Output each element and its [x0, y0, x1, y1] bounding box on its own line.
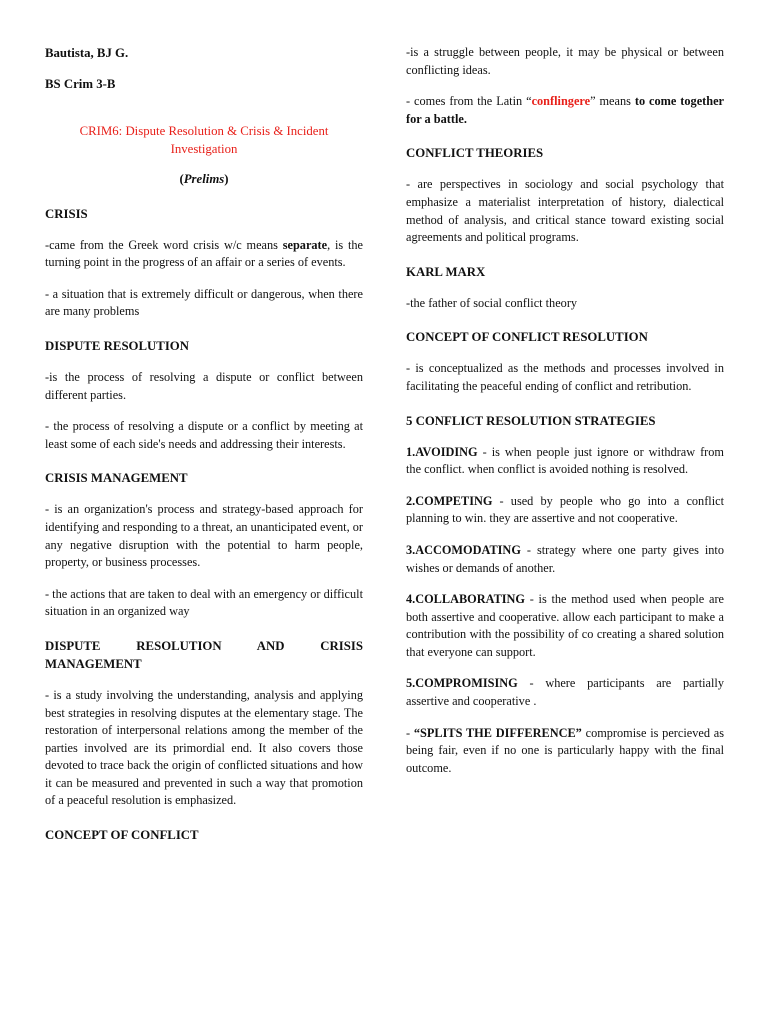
- dispute-resolution-def-1: -is the process of resolving a dispute or conflict between different parties.: [45, 369, 363, 402]
- heading-conflict-theories: CONFLICT THEORIES: [406, 146, 544, 161]
- crisis-def-1: -came from the Greek word crisis w/c means separate, is the turning point in the progress of an affair or a series of events.: [45, 237, 363, 270]
- heading-concept-of-conflict: CONCEPT OF CONFLICT: [45, 828, 199, 843]
- drcm-def-1: - is a study involving the understanding, analysis and applying best strategies in resolving disputes at the elementary stage. The restoration of interpersonal relations among the member of the parties involved are its primordial end. It also covers those devoted to trace back the origin of conflicted situations and how it can be measured and prevented in such a way that promotion of a peaceful resolution is emphasized.: [45, 687, 363, 808]
- strategy-collaborating: 4.COLLABORATING - is the method used when people are both assertive and cooperative. allow each participant to make a contribution with the possibility of co creating a shared solution that everyone can support.: [406, 592, 724, 659]
- concept-resolution-def-1: - is conceptualized as the methods and processes involved in facilitating the peaceful ending of conflict and retribution.: [406, 361, 724, 393]
- dispute-resolution-def-2: - the process of resolving a dispute or a conflict by meeting at least some of each side's needs and addressing their interests.: [45, 419, 363, 451]
- strategy-avoiding: 1.AVOIDING - is when people just ignore or withdraw from the conflict. when conflict is avoided nothing is resolved.: [406, 444, 724, 477]
- heading-drcm-line-1: DISPUTE RESOLUTION AND CRISIS: [45, 638, 363, 653]
- section-label: BS Crim 3-B: [45, 77, 116, 91]
- author-name: Bautista, BJ G.: [45, 46, 129, 60]
- conflict-def-2: - comes from the Latin “conflingere” means to come together for a battle.: [406, 94, 724, 126]
- heading-drcm-line-2: MANAGEMENT: [45, 656, 142, 671]
- right-column: [406, 44, 724, 777]
- crisis-def-2: - a situation that is extremely difficult or dangerous, when there are many problems: [45, 286, 363, 319]
- left-column: [45, 44, 363, 844]
- heading-karl-marx: KARL MARX: [406, 264, 486, 279]
- conflict-def-1: -is a struggle between people, it may be physical or between conflicting ideas.: [406, 45, 724, 77]
- strategy-accomodating: 3.ACCOMODATING - strategy where one party gives into wishes or demands of another.: [406, 542, 724, 575]
- splits-the-difference: - “SPLITS THE DIFFERENCE” compromise is percieved as being fair, even if no one is particularly happy with the final outcome.: [406, 725, 724, 775]
- heading-strategies: 5 CONFLICT RESOLUTION STRATEGIES: [406, 413, 656, 428]
- heading-dispute-resolution: DISPUTE RESOLUTION: [45, 338, 190, 353]
- heading-concept-of-conflict-resolution: CONCEPT OF CONFLICT RESOLUTION: [406, 330, 648, 345]
- crisis-management-def-2: - the actions that are taken to deal with an emergency or difficult situation in an organized way: [45, 586, 363, 619]
- course-title: CRIM6: Dispute Resolution & Crisis & Incident Investigation: [79, 124, 329, 156]
- conflict-theories-def-1: - are perspectives in sociology and social psychology that emphasize a materialist interpretation of history, dialectical method of analysis, and critical stance toward existing social agreements and political programs.: [406, 177, 724, 245]
- term-label: (Prelims): [179, 172, 229, 186]
- heading-crisis-management: CRISIS MANAGEMENT: [45, 471, 188, 486]
- heading-crisis: CRISIS: [45, 206, 88, 221]
- karl-marx-def-1: -the father of social conflict theory: [406, 295, 578, 310]
- crisis-management-def-1: - is an organization's process and strategy-based approach for identifying and responding to a threat, an unanticipated event, or any negative disruption with the potential to harm people, property, or business processes.: [45, 502, 363, 570]
- strategy-competing: 2.COMPETING - used by people who go into a conflict planning to win. they are assertive and not cooperative.: [406, 493, 724, 526]
- strategy-compromising: 5.COMPROMISING - where participants are partially assertive and cooperative .: [406, 676, 724, 709]
